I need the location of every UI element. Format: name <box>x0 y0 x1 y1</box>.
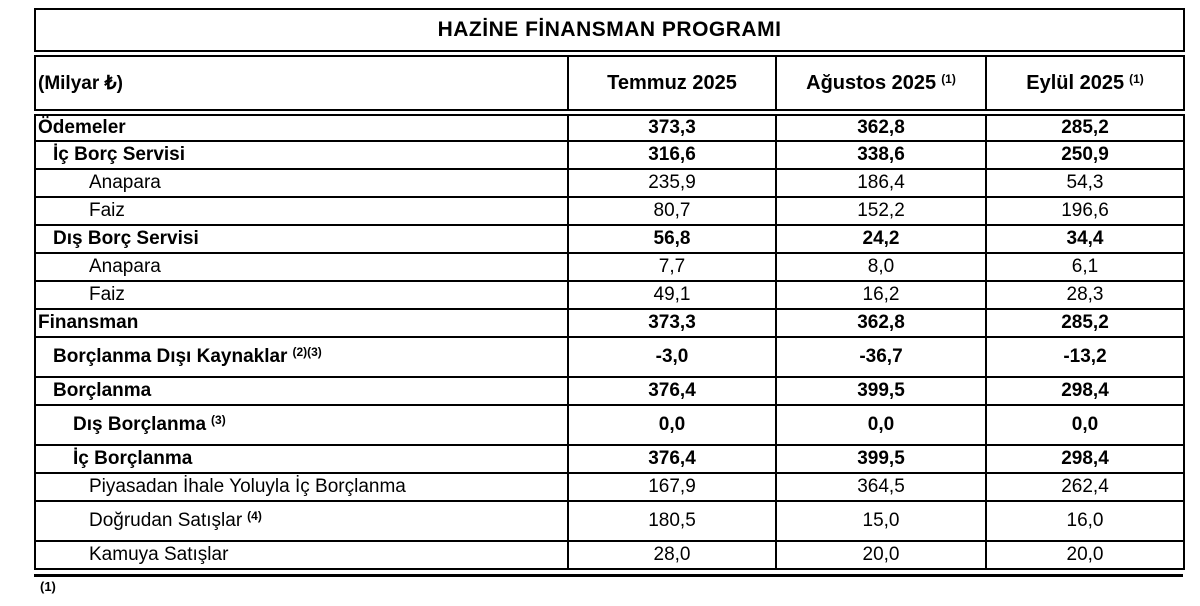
cell-value: -13,2 <box>986 337 1184 377</box>
cell-value: 152,2 <box>776 197 986 225</box>
treasury-financing-table <box>34 8 1185 570</box>
cell-value: 20,0 <box>986 541 1184 569</box>
row-label-cell <box>35 225 568 253</box>
row-label: Ödemeler <box>38 116 126 138</box>
table-row <box>35 281 1184 309</box>
column-header-label: Temmuz 2025 <box>607 71 737 94</box>
row-label-cell <box>35 473 568 501</box>
cell-value: 34,4 <box>986 225 1184 253</box>
table-title: HAZİNE FİNANSMAN PROGRAMI <box>35 9 1184 54</box>
cell-value: 28,0 <box>568 541 776 569</box>
row-label-cell <box>35 309 568 337</box>
row-label: Anapara <box>89 171 161 193</box>
header-row <box>35 54 1184 113</box>
cell-value: 376,4 <box>568 445 776 473</box>
row-label-cell <box>35 169 568 197</box>
cell-value: 250,9 <box>986 141 1184 169</box>
column-header-eylul <box>986 54 1184 113</box>
cell-value: 362,8 <box>776 309 986 337</box>
table-row <box>35 541 1184 569</box>
cell-value: 180,5 <box>568 501 776 541</box>
column-header-agustos <box>776 54 986 113</box>
cell-value: 298,4 <box>986 445 1184 473</box>
table-row <box>35 473 1184 501</box>
cell-value: 8,0 <box>776 253 986 281</box>
row-label-cell <box>35 113 568 141</box>
table-row <box>35 113 1184 141</box>
cell-value: 285,2 <box>986 309 1184 337</box>
cell-value: 235,9 <box>568 169 776 197</box>
row-label: İç Borç Servisi <box>53 143 186 165</box>
column-header-superscript: (1) <box>941 71 956 86</box>
row-label: Anapara <box>89 255 161 277</box>
row-label: Dış Borç Servisi <box>53 227 199 249</box>
table-row <box>35 377 1184 405</box>
row-label: Doğrudan Satışlar <box>89 510 243 531</box>
row-label: Faiz <box>89 283 125 305</box>
cell-value: 80,7 <box>568 197 776 225</box>
table-row <box>35 141 1184 169</box>
table-row <box>35 501 1184 541</box>
cell-value: 399,5 <box>776 377 986 405</box>
cell-value: 6,1 <box>986 253 1184 281</box>
cell-value: -36,7 <box>776 337 986 377</box>
table-row <box>35 253 1184 281</box>
title-row <box>35 9 1184 54</box>
cell-value: 54,3 <box>986 169 1184 197</box>
cell-value: 0,0 <box>986 405 1184 445</box>
row-label-cell <box>35 405 568 445</box>
column-header-label: Ağustos 2025 <box>806 71 937 94</box>
row-label-cell <box>35 141 568 169</box>
row-label-cell <box>35 197 568 225</box>
table-row <box>35 197 1184 225</box>
cell-value: 24,2 <box>776 225 986 253</box>
cell-value: 373,3 <box>568 309 776 337</box>
row-label: Dış Borçlanma <box>73 414 207 435</box>
cell-value: 15,0 <box>776 501 986 541</box>
row-label-cell <box>35 253 568 281</box>
cell-value: 49,1 <box>568 281 776 309</box>
column-header-superscript: (1) <box>1129 71 1144 86</box>
table-row <box>35 405 1184 445</box>
cell-value: 56,8 <box>568 225 776 253</box>
row-label: Faiz <box>89 199 125 221</box>
cell-value: 167,9 <box>568 473 776 501</box>
cell-value: 285,2 <box>986 113 1184 141</box>
row-label-superscript: (4) <box>247 509 262 523</box>
cell-value: 20,0 <box>776 541 986 569</box>
table-row <box>35 309 1184 337</box>
cell-value: -3,0 <box>568 337 776 377</box>
unit-header-cell: (Milyar ₺) <box>35 54 568 113</box>
cell-value: 186,4 <box>776 169 986 197</box>
row-label-superscript: (2)(3) <box>292 345 322 359</box>
table-row <box>35 337 1184 377</box>
row-label: İç Borçlanma <box>73 447 193 469</box>
cell-value: 399,5 <box>776 445 986 473</box>
row-label: Kamuya Satışlar <box>89 543 229 565</box>
cell-value: 262,4 <box>986 473 1184 501</box>
row-label: Piyasadan İhale Yoluyla İç Borçlanma <box>89 475 406 497</box>
row-label-cell <box>35 377 568 405</box>
row-label-cell <box>35 501 568 541</box>
cell-value: 28,3 <box>986 281 1184 309</box>
cell-value: 0,0 <box>776 405 986 445</box>
table-row <box>35 169 1184 197</box>
table-row <box>35 225 1184 253</box>
cell-value: 362,8 <box>776 113 986 141</box>
cell-value: 364,5 <box>776 473 986 501</box>
cell-value: 7,7 <box>568 253 776 281</box>
cell-value: 196,6 <box>986 197 1184 225</box>
cell-value: 0,0 <box>568 405 776 445</box>
cell-value: 16,2 <box>776 281 986 309</box>
column-header-label: Eylül 2025 <box>1026 71 1125 94</box>
column-header-temmuz <box>568 54 776 113</box>
row-label: Finansman <box>38 311 139 333</box>
cell-value: 16,0 <box>986 501 1184 541</box>
row-label-cell <box>35 281 568 309</box>
cell-value: 376,4 <box>568 377 776 405</box>
row-label-cell <box>35 541 568 569</box>
table-row <box>35 445 1184 473</box>
cell-value: 373,3 <box>568 113 776 141</box>
cell-value: 316,6 <box>568 141 776 169</box>
row-label: Borçlanma Dışı Kaynaklar <box>53 346 288 367</box>
row-label: Borçlanma <box>53 379 152 401</box>
cell-value: 338,6 <box>776 141 986 169</box>
cell-value: 298,4 <box>986 377 1184 405</box>
row-label-superscript: (3) <box>211 413 226 427</box>
row-label-cell <box>35 445 568 473</box>
footnote-marker: (1) <box>40 578 56 594</box>
row-label-cell <box>35 337 568 377</box>
footnote-divider <box>34 574 1183 577</box>
